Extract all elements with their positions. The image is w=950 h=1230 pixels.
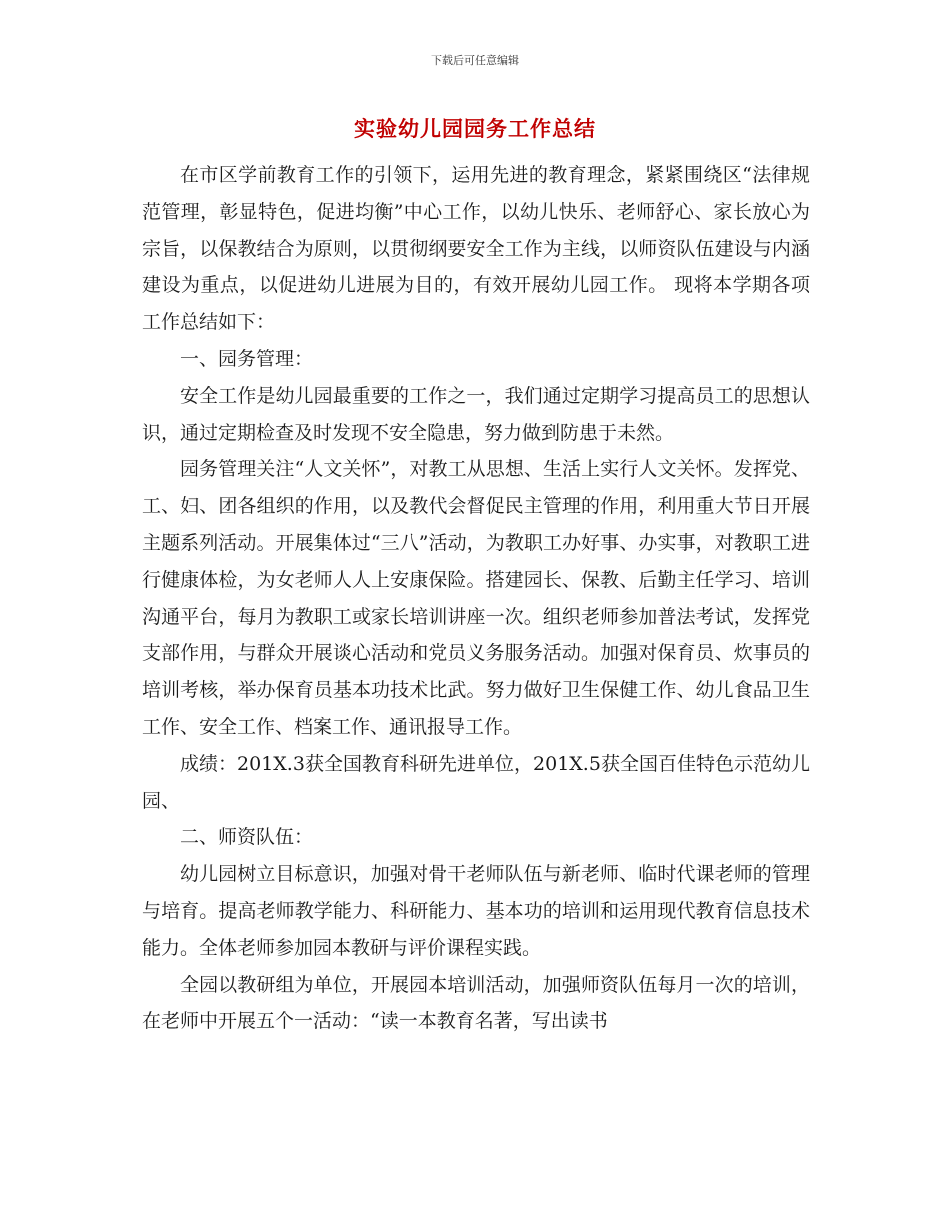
- section-heading-garden-management: 一、园务管理：: [180, 347, 314, 370]
- paragraph-research-groups: 全园以教研组为单位，开展园本培训活动，加强师资队伍每月一次的培训，在老师中开展五个一活动：“读一本教育名著，写出读书: [142, 973, 810, 1033]
- document-title: 实验幼儿园园务工作总结: [354, 116, 596, 141]
- paragraph-staff-training: 幼儿园树立目标意识，加强对骨干老师队伍与新老师、临时代课老师的管理与培育。提高老师教学能力、科研能力、基本功的培训和运用现代教育信息技术能力。全体老师参加园本教研与评价课程实践。: [142, 863, 810, 959]
- paragraph-humanistic-care: 园务管理关注“人文关怀”，对教工从思想、生活上实行人文关怀。发挥党、工、妇、团各组织的作用，以及教代会督促民主管理的作用，利用重大节日开展主题系列活动。开展集体过“三八”活动，为教职工办好事、办实事，对教职工进行健康体检，为女老师人人上安康保险。搭建园长、保教、后勤主任学习、培训沟通平台，每月为教职工或家长培训讲座一次。组织老师参加普法考试，发挥党支部作用，与群众开展谈心活动和党员义务服务活动。加强对保育员、炊事员的培训考核，举办保育员基本功技术比武。努力做好卫生保健工作、幼儿食品卫生工作、安全工作、档案工作、通讯报导工作。: [142, 458, 810, 738]
- header-note: 下载后可任意编辑: [431, 54, 519, 67]
- paragraph-intro: 在市区学前教育工作的引领下，运用先进的教育理念，紧紧围绕区“法律规范管理，彰显特色，促进均衡”中心工作，以幼儿快乐、老师舒心、家长放心为宗旨，以保教结合为原则，以贯彻纲要安全工作为主线，以师资队伍建设与内涵建设为重点，以促进幼儿进展为目的，有效开展幼儿园工作。 现将本学期各项工作总结如下：: [142, 164, 810, 334]
- section-heading-teaching-staff: 二、师资队伍：: [180, 826, 314, 849]
- document-body: [142, 157, 810, 1040]
- paragraph-safety: 安全工作是幼儿园最重要的工作之一，我们通过定期学习提高员工的思想认识，通过定期检查及时发现不安全隐患，努力做到防患于未然。: [142, 384, 810, 444]
- paragraph-achievements: 成绩：201X.3获全国教育科研先进单位，201X.5获全国百佳特色示范幼儿园、: [142, 752, 810, 812]
